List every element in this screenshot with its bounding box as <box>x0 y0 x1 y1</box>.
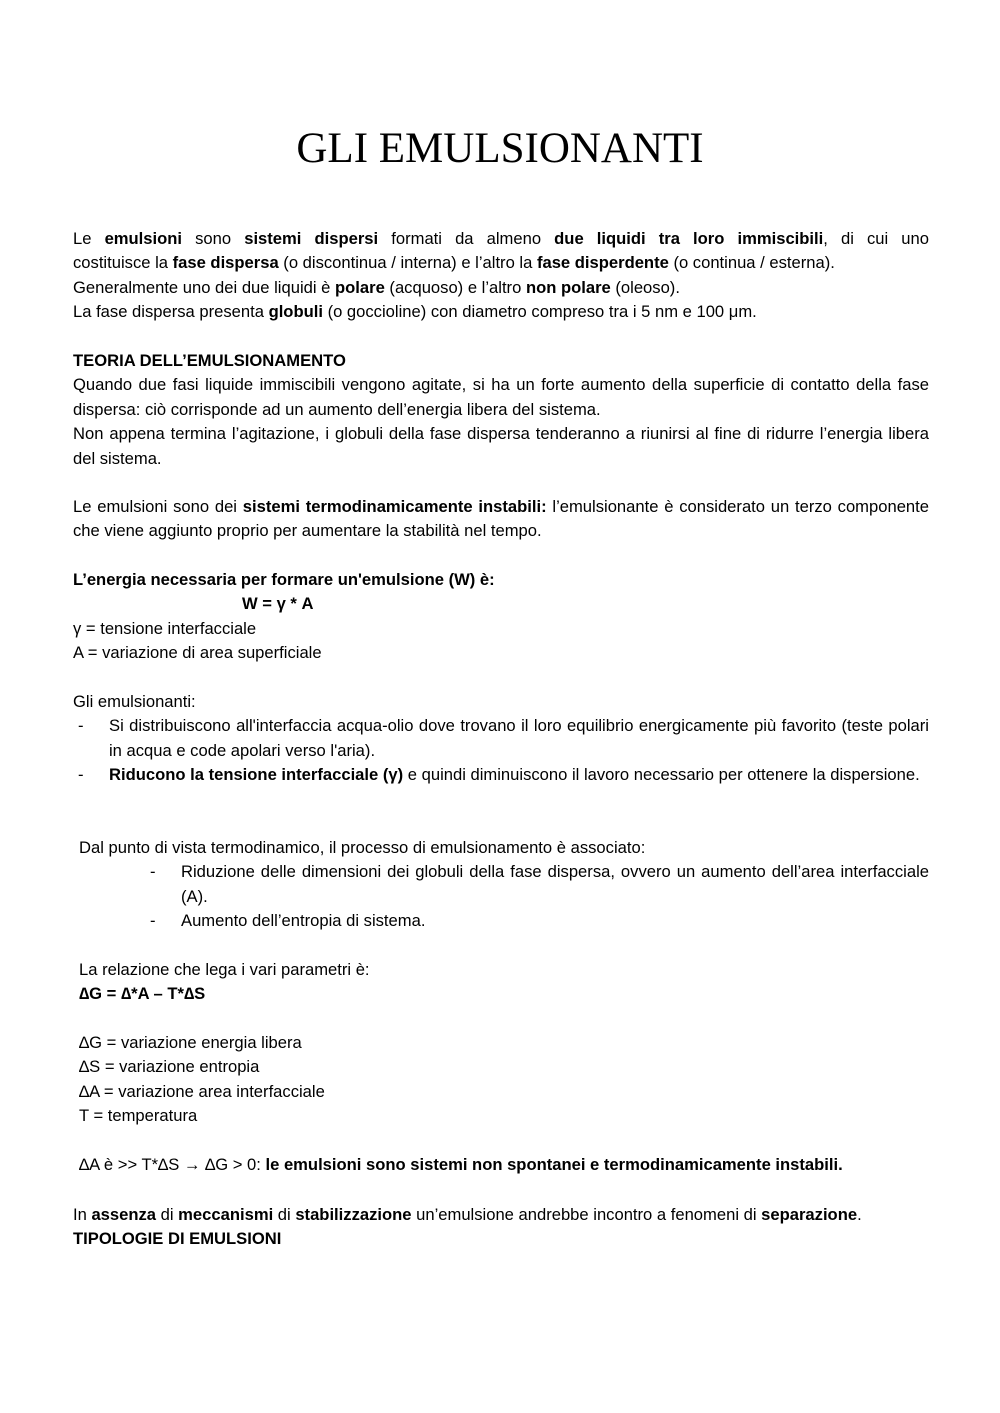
energia-def-gamma: γ = tensione interfacciale <box>73 618 257 638</box>
energia-def-area: A = variazione di area superficiale <box>73 643 322 663</box>
emulsionanti-intro: Gli emulsionanti: <box>73 692 196 711</box>
termo-intro: Dal punto di vista termodinamico, il processo di emulsionamento è associato: <box>79 838 646 857</box>
def-delta-g: ∆G = variazione energia libera <box>79 1033 302 1052</box>
relazione-definitions <box>73 1031 929 1129</box>
conclusione-line: ∆A è >> T*∆S → ∆G > 0: le emulsioni sono sistemi non spontanei e termodinamicamente instabili. <box>79 1155 843 1174</box>
instabili-paragraph: Le emulsioni sono dei sistemi termodinamicamente instabili: l’emulsionante è considerato un terzo componente che viene aggiunto proprio per aumentare la stabilità nel tempo. <box>73 497 929 541</box>
emulsionanti-section <box>73 690 929 788</box>
relazione-formula: ∆G = ∆*A – T*∆S <box>79 984 206 1004</box>
intro-line-3: Generalmente uno dei due liquidi è polare (acquoso) e l’altro non polare (oleoso). <box>73 277 680 297</box>
emulsionanti-list <box>73 714 929 787</box>
list-item: - Si distribuiscono all'interfaccia acqua-olio dove trovano il loro equilibrio energicamente più favorito (teste polari in acqua e code apolari verso l'aria). <box>78 716 929 760</box>
assenza-paragraph: In assenza di meccanismi di stabilizzazione un’emulsione andrebbe incontro a fenomeni di separazione. TIPOLOGIE DI EMULSIONI <box>73 1203 929 1252</box>
teoria-section <box>73 349 929 471</box>
intro-line-1: Le emulsioni sono sistemi dispersi formati da almeno due liquidi tra loro immiscibili, di cui uno <box>73 229 929 248</box>
list-item: - Aumento dell’entropia di sistema. <box>150 911 426 931</box>
tipologie-heading: TIPOLOGIE DI EMULSIONI <box>73 1229 282 1249</box>
document-title: GLI EMULSIONANTI <box>296 125 704 172</box>
intro-line-4: La fase dispersa presenta globuli (o goccioline) con diametro compreso tra i 5 nm e 100 μm. <box>73 302 757 322</box>
intro-line-2: costituisce la fase dispersa (o discontinua / interna) e l’altro la fase disperdente (o continua / esterna). <box>73 253 835 273</box>
termo-section <box>73 836 929 934</box>
relazione-section <box>73 958 929 1007</box>
energia-section <box>73 568 929 666</box>
def-delta-s: ∆S = variazione entropia <box>79 1057 260 1077</box>
teoria-paragraph-2: Non appena termina l’agitazione, i globuli della fase dispersa tenderanno a riunirsi al fine di ridurre l’energia libera del sistema. <box>73 424 929 468</box>
energia-heading: L’energia necessaria per formare un'emulsione (W) è: <box>73 570 495 589</box>
list-item: - Riducono la tensione interfacciale (γ) e quindi diminuiscono il lavoro necessario per ottenere la dispersione. <box>78 765 920 785</box>
list-item: - Riduzione delle dimensioni dei globuli della fase dispersa, ovvero un aumento dell’area interfacciale (A). <box>150 862 929 906</box>
termo-list <box>73 860 929 933</box>
teoria-paragraph-1: Quando due fasi liquide immiscibili vengono agitate, si ha un forte aumento della superficie di contatto della fase dispersa: ciò corrisponde ad un aumento dell’energia libera del sistema. <box>73 375 929 419</box>
energia-formula: W = γ * A <box>242 594 314 614</box>
intro-paragraph <box>73 227 929 325</box>
teoria-heading: TEORIA DELL’EMULSIONAMENTO <box>73 351 346 370</box>
def-delta-a: ∆A = variazione area interfacciale <box>79 1081 325 1101</box>
relazione-intro: La relazione che lega i vari parametri è: <box>79 960 370 979</box>
def-temperatura: T = temperatura <box>79 1106 198 1126</box>
